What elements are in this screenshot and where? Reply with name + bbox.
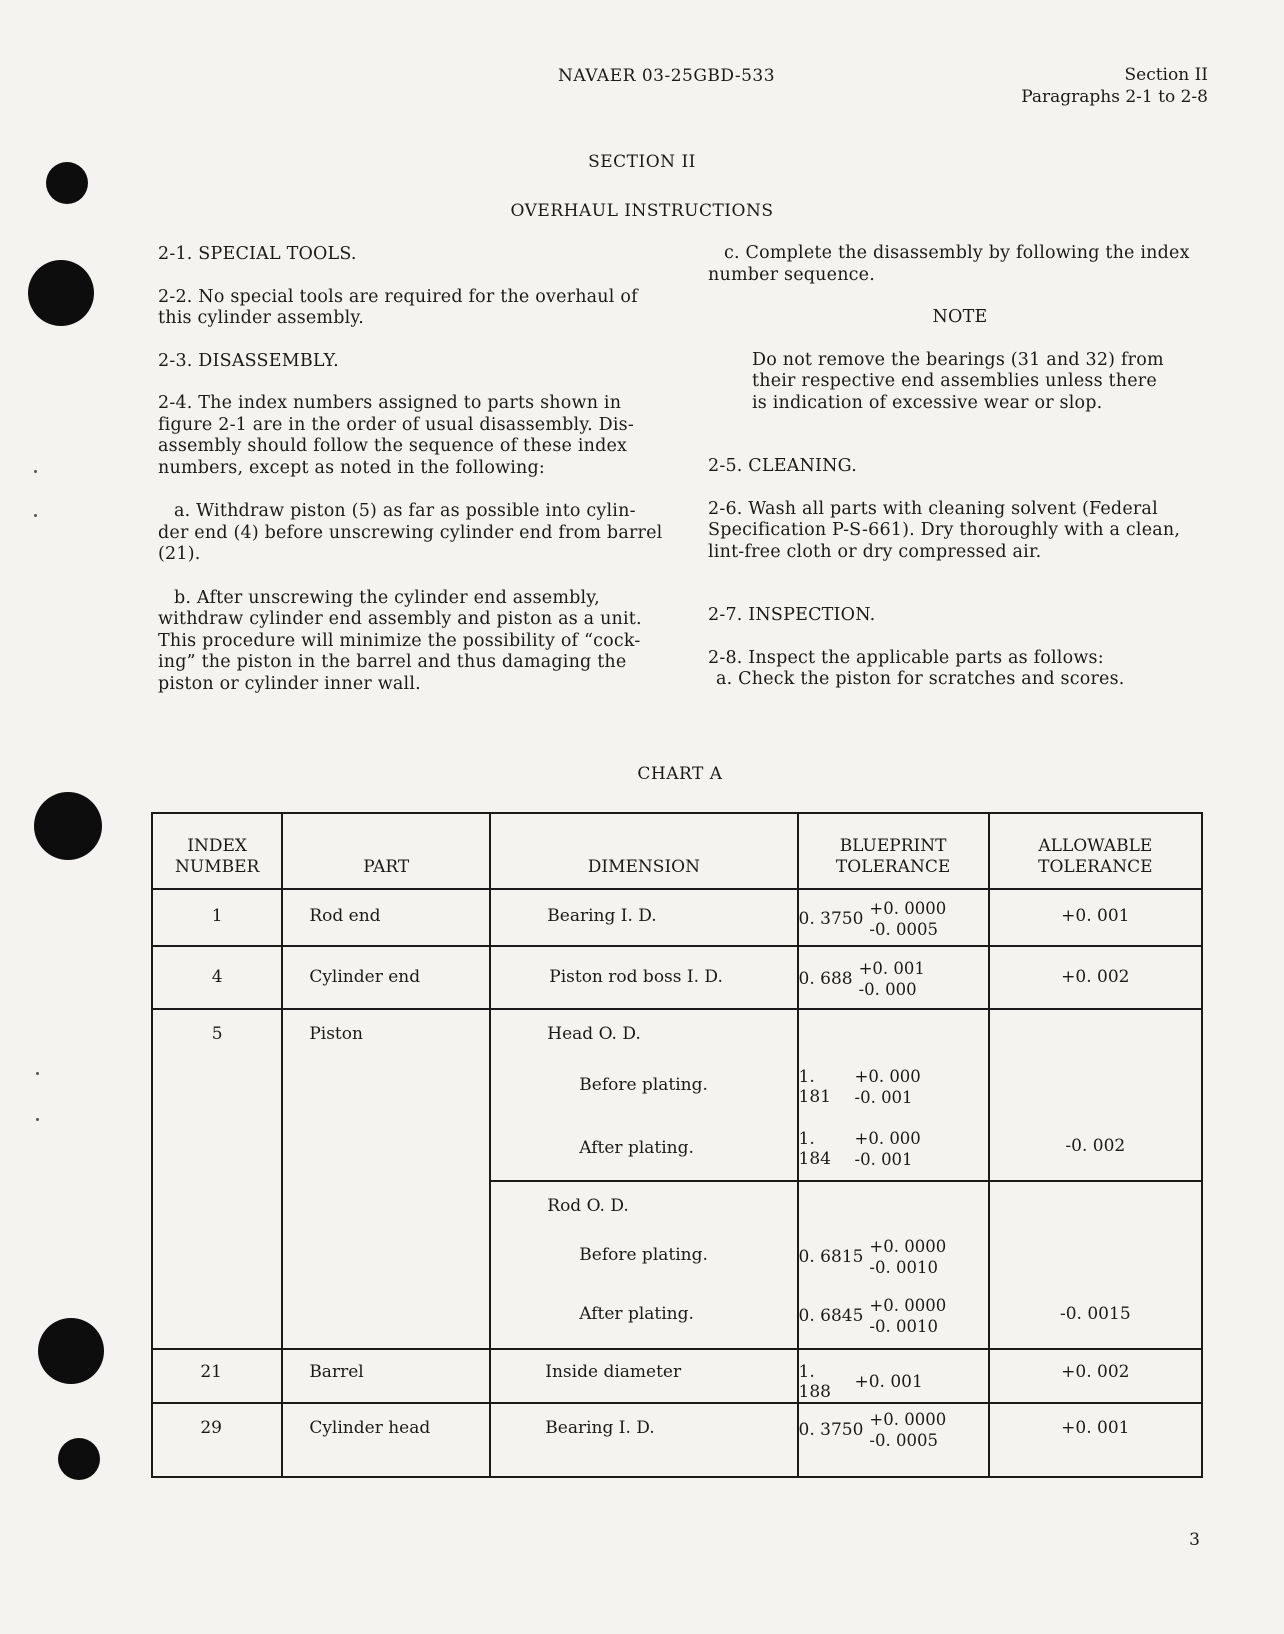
step-b-line: withdraw cylinder end assembly and piston as a unit. (158, 609, 642, 629)
tolerance-plus: +0. 000 (854, 1067, 921, 1086)
tolerance-base: 0. 6815 (798, 1247, 864, 1267)
cell-dimension: Bearing I. D. (490, 889, 797, 946)
header-text: PART (363, 857, 410, 877)
dimension-before-plating: Before plating. (579, 1245, 708, 1265)
speck (34, 470, 37, 473)
cell-index: 21 (152, 1349, 282, 1403)
cell-allowable: +0. 001 (989, 1403, 1202, 1477)
speck (36, 1072, 39, 1075)
cell-blueprint (798, 946, 989, 1009)
para-2-2-line: 2-2. No special tools are required for the overhaul of (158, 286, 638, 307)
tolerance-minus: -0. 0010 (869, 1317, 938, 1336)
binder-hole (58, 1438, 100, 1480)
left-column (158, 244, 670, 695)
tolerance-minus: -0. 0005 (869, 920, 938, 939)
cell-allowable: +0. 002 (989, 1349, 1202, 1403)
cell-blueprint (798, 1181, 989, 1349)
cell-blueprint (798, 1009, 989, 1181)
step-a-line: (21). (158, 544, 201, 564)
tolerance-base: 1. 184 (798, 1129, 831, 1169)
tolerance-plus: +0. 001 (854, 1372, 923, 1392)
para-2-6-line: Specification P-S-661). Dry thoroughly with a clean, (708, 520, 1181, 540)
cell-dimension: Inside diameter (490, 1349, 797, 1403)
step-b-line: piston or cylinder inner wall. (158, 673, 421, 694)
para-2-6-line: lint-free cloth or dry compressed air. (708, 541, 1042, 562)
heading-special-tools: 2-1. SPECIAL TOOLS. (158, 244, 357, 264)
cell-dimension (490, 1009, 797, 1181)
section-label: Section II (1124, 65, 1208, 85)
cell-part: Cylinder head (282, 1403, 490, 1477)
note-line: Do not remove the bearings (31 and 32) from (752, 349, 1164, 370)
step-b-line: ing” the piston in the barrel and thus damaging the (158, 652, 627, 672)
step-a-line: a. Withdraw piston (5) as far as possible into cylin- (174, 501, 636, 521)
para-2-4-line: assembly should follow the sequence of these index (158, 436, 628, 456)
page-number: 3 (1189, 1530, 1200, 1550)
tolerance-plus: +0. 001 (858, 959, 925, 978)
speck (34, 514, 37, 517)
header-part (282, 813, 490, 889)
para-2-4-line: figure 2-1 are in the order of usual disassembly. Dis- (158, 414, 634, 435)
tolerance-base: 0. 3750 (798, 1420, 864, 1440)
right-column (708, 243, 1212, 691)
document-id: NAVAER 03-25GBD-533 (558, 66, 776, 86)
header-text: ALLOWABLE (1038, 836, 1153, 856)
tolerance-plus: +0. 000 (854, 1129, 921, 1148)
cell-blueprint (798, 1349, 989, 1403)
cell-blueprint (798, 1403, 989, 1477)
tolerance-base: 1. 188 (798, 1362, 831, 1402)
tolerance-plus: +0. 0000 (869, 1296, 947, 1315)
tolerance-base: 0. 688 (798, 969, 853, 989)
cell-allowable: +0. 001 (989, 889, 1202, 946)
cell-allowable: +0. 002 (989, 946, 1202, 1009)
header-index-number (152, 813, 282, 889)
table-row (152, 1349, 1202, 1403)
note-line: is indication of excessive wear or slop. (752, 392, 1103, 413)
step-2-8-a: a. Check the piston for scratches and scores. (716, 669, 1125, 689)
section-reference (1021, 64, 1208, 108)
binder-hole (28, 260, 94, 326)
tolerance-plus: +0. 0000 (869, 1237, 947, 1256)
cell-allowable: -0. 0015 (989, 1181, 1202, 1349)
tolerance-minus: -0. 000 (858, 980, 917, 999)
header-blueprint-tolerance (798, 813, 989, 889)
header-text: DIMENSION (587, 857, 700, 877)
dimension-head-od: Head O. D. (547, 1024, 641, 1044)
cell-index: 4 (152, 946, 282, 1009)
table-row (152, 1403, 1202, 1477)
binder-hole (34, 792, 102, 860)
tolerance-base: 0. 3750 (798, 909, 864, 929)
header-text: BLUEPRINT (839, 836, 947, 856)
step-a-line: der end (4) before unscrewing cylinder end from barrel (158, 522, 663, 543)
dimension-after-plating: After plating. (579, 1304, 694, 1324)
cell-dimension (490, 1181, 797, 1349)
step-c-line: number sequence. (708, 264, 875, 285)
cell-index: 29 (152, 1403, 282, 1477)
section-subtitle: OVERHAUL INSTRUCTIONS (510, 201, 774, 221)
chart-a-table (151, 812, 1203, 1478)
tolerance-minus: -0. 0005 (869, 1431, 938, 1450)
table-row (152, 1009, 1202, 1181)
step-c-line: c. Complete the disassembly by following the index (724, 243, 1190, 263)
header-dimension (490, 813, 797, 889)
cell-part: Cylinder end (282, 946, 490, 1009)
table-row (152, 889, 1202, 946)
table-row (152, 946, 1202, 1009)
table-header-row (152, 813, 1202, 889)
cell-index: 1 (152, 889, 282, 946)
cell-part: Piston (282, 1009, 490, 1349)
cell-part: Rod end (282, 889, 490, 946)
dimension-after-plating: After plating. (579, 1138, 694, 1158)
section-title: SECTION II (588, 152, 696, 172)
cell-part: Barrel (282, 1349, 490, 1403)
chart-title: CHART A (637, 764, 723, 784)
cell-index: 5 (152, 1009, 282, 1349)
header-text: TOLERANCE (1038, 857, 1153, 877)
heading-inspection: 2-7. INSPECTION. (708, 605, 876, 625)
tolerance-base: 1. 181 (798, 1067, 831, 1107)
tolerance-minus: -0. 0010 (869, 1258, 938, 1277)
paragraph-range: Paragraphs 2-1 to 2-8 (1021, 87, 1208, 107)
header-text: TOLERANCE (835, 857, 951, 877)
tolerance-plus: +0. 0000 (869, 899, 947, 918)
cell-blueprint (798, 889, 989, 946)
tolerance-minus: -0. 001 (854, 1150, 913, 1169)
tolerance-minus: -0. 001 (854, 1088, 913, 1107)
step-b-line: b. After unscrewing the cylinder end assembly, (174, 587, 600, 608)
tolerance-plus: +0. 0000 (869, 1410, 947, 1429)
para-2-4-line: 2-4. The index numbers assigned to parts shown in (158, 393, 622, 413)
cell-dimension: Piston rod boss I. D. (490, 946, 797, 1009)
cell-dimension: Bearing I. D. (490, 1403, 797, 1477)
header-text: INDEX (187, 836, 248, 856)
heading-disassembly: 2-3. DISASSEMBLY. (158, 350, 339, 371)
note-title: NOTE (932, 307, 988, 327)
para-2-8-line: 2-8. Inspect the applicable parts as follows: (708, 647, 1104, 668)
speck (36, 1118, 39, 1121)
header-allowable-tolerance (989, 813, 1202, 889)
dimension-rod-od: Rod O. D. (547, 1196, 629, 1216)
step-b-line: This procedure will minimize the possibility of “cock- (158, 630, 641, 651)
para-2-4-line: numbers, except as noted in the following: (158, 457, 546, 478)
tolerance-base: 0. 6845 (798, 1306, 864, 1326)
para-2-2-line: this cylinder assembly. (158, 308, 364, 328)
cell-allowable: -0. 002 (989, 1009, 1202, 1181)
note-line: their respective end assemblies unless there (752, 371, 1157, 391)
para-2-6-line: 2-6. Wash all parts with cleaning solvent (Federal (708, 498, 1158, 519)
header-text: NUMBER (175, 857, 260, 877)
heading-cleaning: 2-5. CLEANING. (708, 456, 857, 476)
binder-hole (38, 1318, 104, 1384)
dimension-before-plating: Before plating. (579, 1075, 708, 1095)
